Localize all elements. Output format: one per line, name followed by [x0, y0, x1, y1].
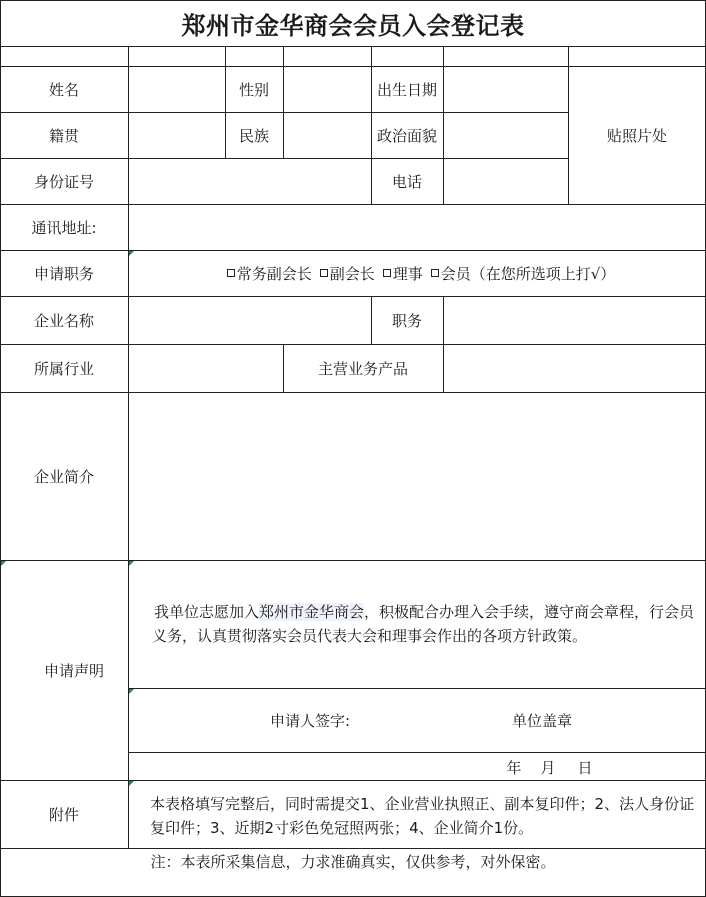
label-main-products: 主营业务产品 [317, 359, 408, 378]
checkbox-member[interactable] [431, 269, 439, 277]
input-industry[interactable] [129, 345, 283, 392]
rule [0, 46, 706, 47]
input-political-status[interactable] [444, 113, 568, 158]
option-label: 副会长 [329, 264, 375, 283]
declaration-part1: 我单位志愿加入 [154, 603, 260, 621]
attachments-text: 本表格填写完整后，同时需提交1、企业营业执照正、副本复印件；2、法人身份证复印件；3、近期2寸彩色免冠照两张；4、企业简介1份。 [150, 795, 695, 837]
label-address: 通讯地址: [31, 218, 97, 237]
option-label: 理事 [392, 264, 423, 283]
checkbox-director[interactable] [383, 269, 391, 277]
input-name[interactable] [129, 67, 225, 112]
label-name: 姓名 [48, 80, 79, 99]
footer-note: 注：本表所采集信息，力求准确真实，仅供参考，对外保密。 [150, 852, 556, 871]
input-gender[interactable] [284, 67, 371, 112]
label-ethnicity: 民族 [238, 126, 269, 145]
label-company-name: 企业名称 [33, 311, 94, 330]
label-native-place: 籍贯 [48, 126, 79, 145]
form-title: 郑州市金华商会会员入会登记表 [181, 11, 525, 40]
label-gender: 性别 [238, 80, 269, 99]
input-address[interactable] [129, 205, 705, 250]
input-company-intro[interactable] [129, 393, 705, 560]
label-applicant-signature: 申请人签字: [270, 711, 351, 730]
label-month: 月 [540, 758, 556, 777]
declaration-part2: ，积极配合办理入会手续，遵守商会章程，行会员义务，认真贯彻落实会员代表大会和理事会作出的各项方针政策。 [152, 603, 695, 645]
label-birthdate: 出生日期 [376, 80, 437, 99]
label-phone: 电话 [391, 172, 422, 191]
label-political-status: 政治面貌 [376, 126, 437, 145]
input-id-number[interactable] [129, 159, 371, 204]
label-company-intro: 企业简介 [33, 467, 94, 486]
input-phone[interactable] [444, 159, 568, 204]
label-position-applied: 申请职务 [33, 264, 94, 283]
label-id-number: 身份证号 [33, 172, 94, 191]
declaration-text [152, 600, 700, 648]
input-company-name[interactable] [129, 297, 371, 344]
input-native-place[interactable] [129, 113, 225, 158]
rule [128, 688, 706, 689]
label-day: 日 [577, 758, 593, 777]
rule [128, 752, 706, 753]
input-birthdate[interactable] [444, 67, 568, 112]
input-ethnicity[interactable] [284, 113, 371, 158]
checkbox-vice-president[interactable] [320, 269, 328, 277]
photo-area[interactable]: 贴照片处 [606, 126, 667, 145]
label-job-title: 职务 [391, 311, 422, 330]
label-industry: 所属行业 [33, 359, 94, 378]
input-job-title[interactable] [444, 297, 705, 344]
signature-area[interactable] [370, 690, 500, 750]
rule [128, 780, 129, 848]
option-label: 会员（在您所选项上打√） [440, 264, 616, 283]
label-year: 年 [506, 758, 522, 777]
position-options [128, 250, 706, 296]
label-company-seal: 单位盖章 [512, 711, 573, 730]
label-attachments: 附件 [48, 805, 79, 824]
option-label: 常务副会长 [236, 264, 312, 283]
checkbox-executive-vice-president[interactable] [227, 269, 235, 277]
cell-marker [129, 781, 134, 786]
label-declaration: 申请声明 [43, 661, 104, 680]
declaration-org: 郑州市金华商会 [259, 603, 365, 621]
input-main-products[interactable] [444, 345, 705, 392]
